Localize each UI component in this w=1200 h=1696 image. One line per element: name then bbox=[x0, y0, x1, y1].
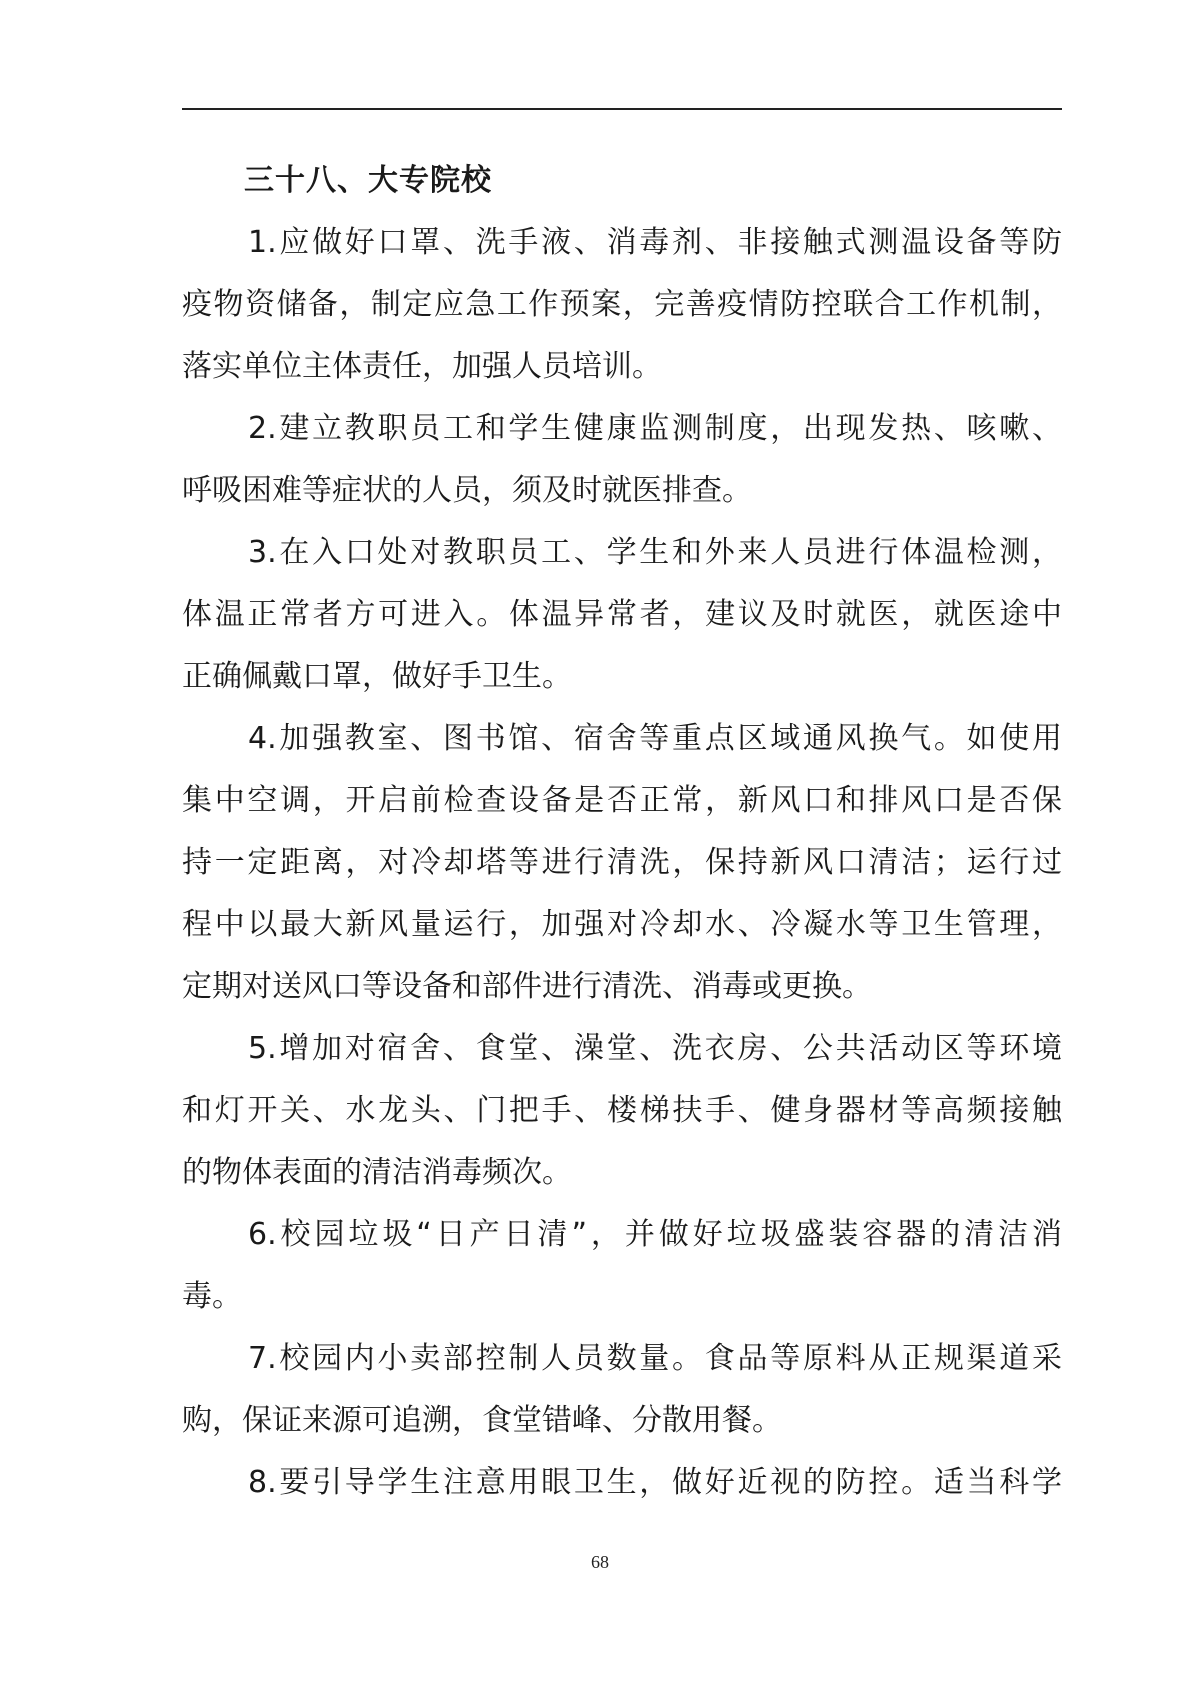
page-number: 68 bbox=[591, 1552, 609, 1572]
paragraph-line: 正确佩戴口罩，做好手卫生。 bbox=[182, 659, 572, 694]
paragraph bbox=[182, 398, 1062, 522]
paragraph-line: 1.应做好口罩、洗手液、消毒剂、非接触式测温设备等防 bbox=[248, 225, 1062, 260]
paragraph-line: 5.增加对宿舍、食堂、澡堂、洗衣房、公共活动区等环境 bbox=[248, 1031, 1062, 1066]
paragraph-line: 呼吸困难等症状的人员，须及时就医排查。 bbox=[182, 473, 752, 508]
paragraph bbox=[182, 1452, 1062, 1514]
paragraph-line: 毒。 bbox=[182, 1279, 242, 1314]
paragraph bbox=[182, 1204, 1062, 1328]
paragraph bbox=[182, 1328, 1062, 1452]
paragraph-line: 集中空调，开启前检查设备是否正常，新风口和排风口是否保 bbox=[182, 783, 1062, 818]
paragraph-line: 和灯开关、水龙头、门把手、楼梯扶手、健身器材等高频接触 bbox=[182, 1093, 1062, 1128]
paragraph-line: 程中以最大新风量运行，加强对冷却水、冷凝水等卫生管理， bbox=[182, 907, 1062, 942]
paragraph-line: 3.在入口处对教职员工、学生和外来人员进行体温检测， bbox=[248, 535, 1062, 570]
paragraph-line: 6.校园垃圾“日产日清”，并做好垃圾盛装容器的清洁消 bbox=[248, 1217, 1062, 1252]
paragraph-line: 2.建立教职员工和学生健康监测制度，出现发热、咳嗽、 bbox=[248, 411, 1062, 446]
paragraph bbox=[182, 708, 1062, 1018]
paragraph bbox=[182, 1018, 1062, 1204]
paragraph bbox=[182, 522, 1062, 708]
paragraph-line: 购，保证来源可追溯，食堂错峰、分散用餐。 bbox=[182, 1403, 782, 1438]
paragraph-line: 7.校园内小卖部控制人员数量。食品等原料从正规渠道采 bbox=[248, 1341, 1062, 1376]
paragraph-line: 的物体表面的清洁消毒频次。 bbox=[182, 1155, 572, 1190]
paragraph-line: 落实单位主体责任，加强人员培训。 bbox=[182, 349, 662, 384]
paragraph-list bbox=[182, 212, 1062, 1514]
paragraph-line: 疫物资储备，制定应急工作预案，完善疫情防控联合工作机制， bbox=[182, 287, 1062, 322]
paragraph bbox=[182, 212, 1062, 398]
paragraph-line: 体温正常者方可进入。体温异常者，建议及时就医，就医途中 bbox=[182, 597, 1062, 632]
paragraph-line: 8.要引导学生注意用眼卫生，做好近视的防控。适当科学 bbox=[248, 1465, 1062, 1500]
paragraph-line: 持一定距离，对冷却塔等进行清洗，保持新风口清洁；运行过 bbox=[182, 845, 1062, 880]
header-rule bbox=[182, 108, 1062, 110]
section-heading: 三十八、大专院校 bbox=[244, 163, 492, 198]
document-body bbox=[182, 150, 1062, 1514]
paragraph-line: 4.加强教室、图书馆、宿舍等重点区域通风换气。如使用 bbox=[248, 721, 1062, 756]
paragraph-line: 定期对送风口等设备和部件进行清洗、消毒或更换。 bbox=[182, 969, 872, 1004]
